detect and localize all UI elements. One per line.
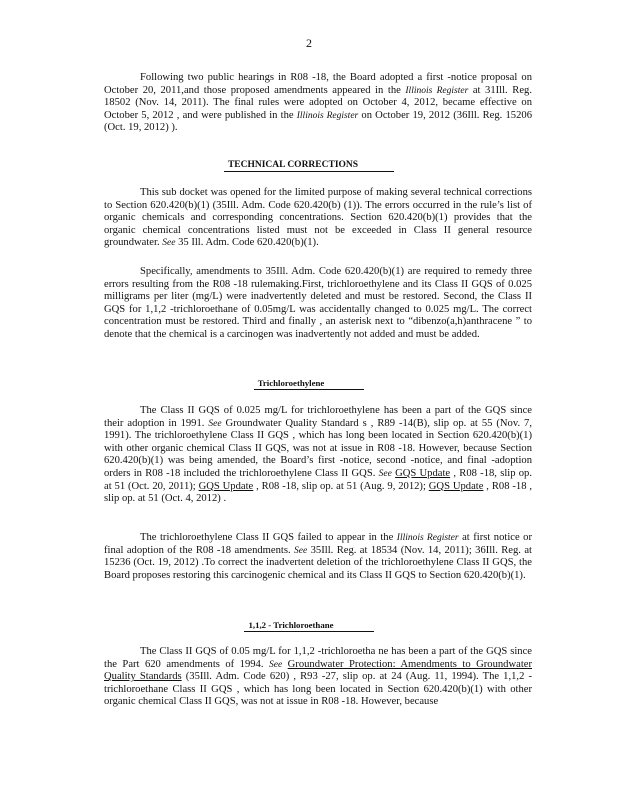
citation-see: See	[294, 545, 308, 556]
citation-gqs-update: GQS Update	[428, 480, 484, 492]
paragraph-failed-to-appear: The trichloroethylene Class II GQS failed to appear in the Illinois Register at first notice or final adoption of the R08 -18 amendments. See 35Ill. Reg. at 18534 (Nov. 14, 2011); 36Ill. Reg. at 15236 (Oct. 19, 2012) .To correct the inadvertent deletion of the trichloroethylene Class II GQS, the Board proposes restoring this carcinogenic chemical and its Class II GQS to Section 620.420(b)(1).	[104, 532, 533, 581]
citation-see: See	[162, 238, 176, 249]
citation-illinois-register: Illinois Register	[296, 110, 359, 121]
citation-illinois-register: Illinois Register	[396, 533, 459, 543]
citation-see: See	[208, 418, 222, 429]
citation-groundwater-protection: Groundwater Protection: Amendments to Groundwater Quality Standards	[104, 658, 532, 683]
section-heading-trichloroethane: 1,1,2 - Trichloroethane	[0, 620, 618, 632]
paragraph-sub-docket: This sub docket was opened for the limited purpose of making several technical corrections to Section 620.420(b)(1) (35Ill. Adm. Code 620.420(b) (1)). The errors occurred in the rule’s list of organic chemicals and corresponding concentrations. Section 620.420(b)(1) provides that the organic chemical concentrations listed must not be exceeded in Class II general resource groundwater. See 35 Ill. Adm. Code 620.420(b)(1).	[104, 187, 532, 249]
paragraph-trichloroethylene-gqs: The Class II GQS of 0.025 mg/L for trichloroethylene has been a part of the GQS since their adoption in 1991. See Groundwater Quality Standard s , R89 -14(B), slip op. at 55 (Nov. 7, 1991). The trichloroethylene Class II GQS , which has long been located in Section 620.420(b)(1) with other organic chemical Class II GQS, was not at issue in R08 -18. However, because Section 620.420(b)(1) was being amended, the Board’s first -notice, second -notice, and final -adoption orders in R08 -18 included the trichloroethylene Class II GQS. See GQS Update , R08 -18, slip op. at 51 (Oct. 20, 2011); GQS Update , R08 -18, slip op. at 51 (Aug. 9, 2012); GQS Update , R08 -18 , slip op. at 51 (Oct. 4, 2012) .	[104, 405, 533, 505]
section-heading-trichloroethylene: Trichloroethylene	[0, 378, 618, 390]
citation-see: See	[268, 659, 283, 670]
paragraph-specifically: Specifically, amendments to 35Ill. Adm. Code 620.420(b)(1) are required to remedy three errors resulting from the R08 -18 rulemaking.First, trichloroethylene and its Class II GQS of 0.025 milligrams per liter (mg/L) were inadvertently deleted and must be restored. Second, the Class II GQS for 1,1,2 -trichloroethane of 0.05mg/L was accidentally changed to 0.025 mg/L. The correct concentration must be restored. Third and finally , an asterisk next to “dibenzo(a,h)anthracene ” to denote that the chemical is a carcinogen was inadvertently not added and must be added.	[104, 266, 532, 340]
citation-illinois-register: Illinois Register	[405, 85, 469, 96]
citation-gqs-update: GQS Update	[395, 467, 451, 479]
citation-see: See	[378, 468, 392, 479]
paragraph-trichloroethane-gqs: The Class II GQS of 0.05 mg/L for 1,1,2 -trichloroetha ne has been a part of the GQS since the Part 620 amendments of 1994. See Groundwater Protection: Amendments to Groundwater Quality Standards (35Ill. Adm. Code 620) , R93 -27, slip op. at 24 (Aug. 11, 1994). The 1,1,2 -trichloroethane Class II GQS , which has long been located in Section 620.420(b)(1) with other organic chemical Class II GQS, was not at issue in R08 -18. However, because	[104, 646, 532, 708]
page-number: 2	[306, 36, 312, 50]
section-heading-technical-corrections: TECHNICAL CORRECTIONS	[0, 160, 618, 172]
paragraph-public-hearings: Following two public hearings in R08 -18, the Board adopted a first -notice proposal on October 20, 2011,and those proposed amendments appeared in the Illinois Register at 31Ill. Reg. 18502 (Nov. 14, 2011). The final rules were adopted on October 4, 2012, became effective on October 5, 2012 , and were published in the Illinois Register on October 19, 2012 (36Ill. Reg. 15206 (Oct. 19, 2012) ).	[104, 72, 532, 134]
citation-gqs-update: GQS Update	[198, 480, 254, 492]
